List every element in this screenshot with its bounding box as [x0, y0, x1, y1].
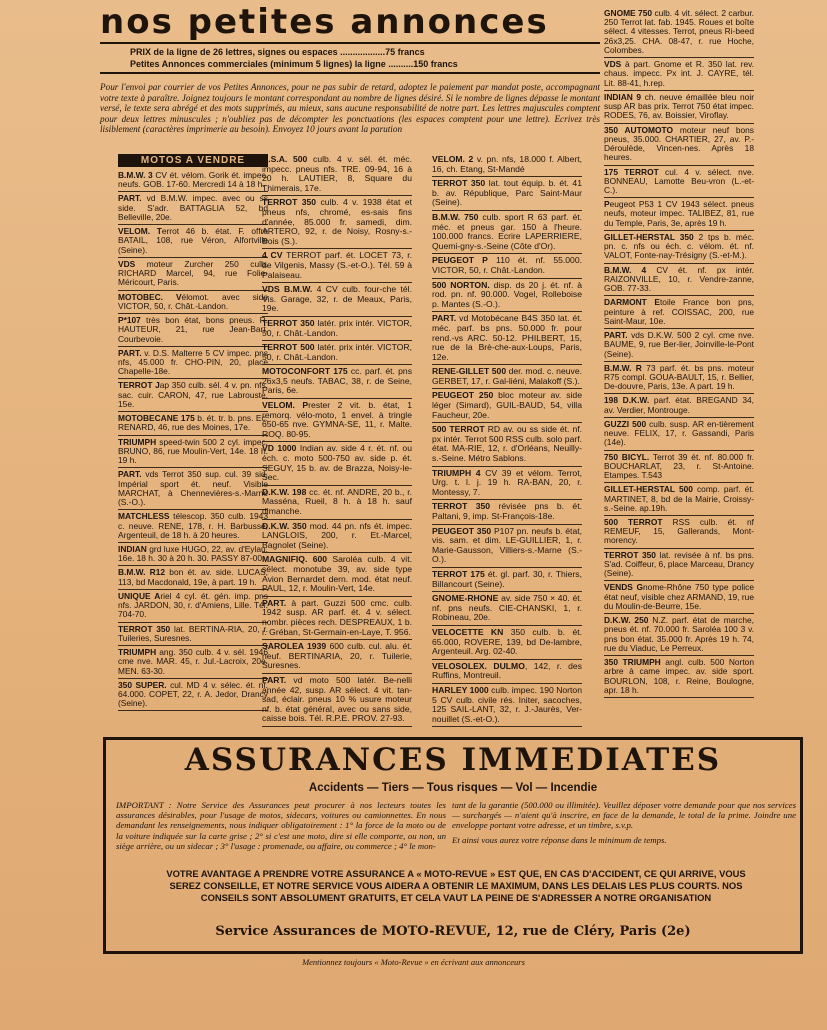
- classified-ad: SAROLEA 1939 600 culb. cul. alu. ét. neuf. BERTINARIA, 20, r. Tuilerie, Suresnes.: [262, 641, 412, 674]
- classified-ad: GNOME-RHONE av. side 750 × 40. ét. nf. pns neufs. CIE-CHANSKI, 1, r. Robineau, 20e.: [432, 593, 582, 626]
- classified-ad: TERROT 350 révisée pns b. ét. Paltani, 9, imp. St-François-18e.: [432, 501, 582, 524]
- insurance-box: [103, 737, 803, 954]
- classified-ad: 500 NORTON. disp. ds 20 j. ét. nf. à rod. pn. nf. 90.000. Vogel, Rolleboise p. Mantes (S.-O.).: [432, 280, 582, 313]
- classified-ad: TERROT 350 lat. BERTINA-RIA, 20, r. Tuileries, Suresnes.: [118, 624, 268, 646]
- classified-ad: 750 BICYL. Terrot 39 ét. nf. 80.000 fr. BOUCHARLAT, 23, r. St-Antoine. Etampes. T.543: [604, 452, 754, 484]
- classified-ad: PART. v. D.S. Malterre 5 CV impec. pns nfs, 45.000 fr. CHO-PIN, 20, place Chapelle-18e.: [118, 348, 268, 380]
- classified-ad: D.K.W. 250 N.Z. parf. état de marche, pneus ét. nf. 70.000 fr. Saroléa 100 3 v. pns bon état. 35.000 fr. Après 19 h. 74, rue du Viaduc, Le Perreux.: [604, 615, 754, 656]
- classified-ad: VELOM. Prester 2 vit. b. état, 1 remorq. vélo-moto, 1 envel. à tringle 650-65 nve. GYMNA-SE, 11, r. Malte. ROQ. 80-95.: [262, 400, 412, 442]
- insurance-advantage-text: VOTRE AVANTAGE A PRENDRE VOTRE ASSURANCE A « MOTO-REVUE » EST QUE, EN CAS D'ACCIDENT, CE QUI ARRIVE, VOUS SEREZ CONSEILLE, ET NOTRE SERVICE VOUS AIDERA A OBTENIR LE MAXIMUM, DANS LES DELAIS LES PLUS COURTS. NOS CONSEILS SONT ABSOLUMENT GRATUITS, ET CELA VAUT LA PEINE DE S'ADRESSER A NOTRE ORGANISATION: [166, 868, 746, 903]
- classified-ad: PART. vds Terrot 350 sup. cul. 39 sid. Impérial sport ét. neuf. Visible MARCHAT, à Chennevières-s.-Marne (S.-O.).: [118, 469, 268, 510]
- insurance-subtitle: Accidents — Tiers — Tous risques — Vol — Incendie: [308, 782, 598, 794]
- classified-ad: TERROT 500 latér. prix intér. VICTOR, 50, r. Chât.-Landon.: [262, 342, 412, 365]
- classified-ad: 500 TERROT RD av. ou ss side ét. nf. px intér. Terrot 500 RSS culb. solo parf. état. MA-RIE, 12, r. d'Orléans, Neuilly-s.-Seine. Métro Sablons.: [432, 424, 582, 466]
- classified-ad: TRIUMPH ang. 350 culb. 4 v. sél. 1946 cme nve. MAR. 45, r. Jul.-Lacroix, 20e. MEN. 63-30.: [118, 647, 268, 679]
- insurance-right-text-2: Et ainsi vous aurez votre réponse dans le minimum de temps.: [452, 834, 667, 845]
- section-heading: MOTOS A VENDRE: [118, 154, 268, 167]
- classified-ad: VENDS Gnome-Rhône 750 type police état neuf, visible chez ARMAND, 19, rue du Moulin-de-Beurre, 15e.: [604, 582, 754, 614]
- classified-ad: DARMONT Etoile France bon pns, peinture à ref. COISSAC, 200, rue Saint-Maur, 10e.: [604, 297, 754, 329]
- insurance-right-block: [452, 800, 796, 845]
- classified-ad: MAGNIFIQ. 600 Saroléa culb. 4 vit. sélect. monotube 39, av. side type Avion Bernardet dern. mod. état neuf. PAUL, 12, r. Moulin-Vert, 14e.: [262, 554, 412, 596]
- classified-ad: TERROT 350 latér. prix intér. VICTOR, 50, r. Chât.-Landon.: [262, 318, 412, 341]
- classified-ad: PART. vds D.K.W. 500 2 cyl. cme nve. BAUME, 9, rue Ber-lier, Joinville-le-Pont (Seine).: [604, 330, 754, 362]
- classified-ad: PART. vd B.M.W. impec. avec ou ss side. S'adr. BATTAGLIA 52, bd Belleville, 20e.: [118, 193, 268, 225]
- classified-ad: INDIAN 9 ch. neuve émaillée bleu noir susp AR bas prix. Terrot 750 état impec. RODES, 76, av. Boissier, Viroflay.: [604, 92, 754, 124]
- classified-ad: VD 1000 Indian av. side 4 r. ét. nf. ou éch. c. moto 500-750 av. side p. ét. SEGUY, 15 b. av. de Brazza, Noisy-le-Sec.: [262, 443, 412, 485]
- classified-ad: B.M.W. R12 bon ét. av. side. LUCAS, 113, bd Macdonald, 19e, à part. 19 h.: [118, 567, 268, 589]
- classified-ad: P*107 très bon état, bons pneus. R. HAUTEUR, 21, rue Jean-Bart, Courbevoie.: [118, 315, 268, 347]
- classified-ad: TERROT Jap 350 culb. sél. 4 v. pn. nfs, sac. cuir. CARON, 47, rue Labrouste, 15e.: [118, 380, 268, 412]
- classified-ad: 198 D.K.W. parf. état. BREGAND 34, av. Verdier, Montrouge.: [604, 395, 754, 417]
- insurance-title: ASSURANCES IMMEDIATES: [184, 742, 722, 778]
- classified-ad: 350 AUTOMOTO moteur neuf bons pneus, 35.000. CHARTIER, 27, av. P.-Déroulède, Vincen-nes. Après 18 heures.: [604, 125, 754, 166]
- divider: [100, 42, 600, 44]
- classified-ad: PART. vd moto 500 latér. Be-nelli année 42, susp. AR sélect. 4 vit. tan-sad, éclair. pneus 10 % usure moteur nf. b. état général, avec ou sans side, caisse bois. Tél. R.P.E. PROV. 27-93.: [262, 675, 412, 727]
- price-line-2: Petites Annonces commerciales (minimum 5 lignes) la ligne ..........150 francs: [130, 59, 458, 69]
- classified-ad: MOTOCONFORT 175 cc. parf. ét. pns 26x3,5 neufs. TABAC, 38, r. de Seine, Paris, 6e.: [262, 366, 412, 399]
- classified-ad: Peugeot P53 1 CV 1943 sélect. pneus neufs, moteur impec. TALIBEZ, 81, rue du Temple, Paris, 3e, après 19 h.: [604, 199, 754, 231]
- classified-ad: TRIUMPH 4 CV 39 et vélom. Terrot, Urg. t. l. j. 19 h. RA-BAN, 20, r. Montessy, 7.: [432, 468, 582, 501]
- ads-column-4: [604, 8, 754, 699]
- ads-column-3: [432, 154, 582, 728]
- classified-ad: D.K.W. 350 mod. 44 pn. nfs ét. impec. LANGLOIS, 200, r. Et.-Marcel, Bagnolet (Seine).: [262, 521, 412, 554]
- classified-ad: TERROT 350 lat. tout équip. b. ét. 41 b. av. République, Parc Saint-Maur (Seine).: [432, 178, 582, 211]
- classified-ad: PART. à part. Guzzi 500 cmc. culb. 1942 susp. AR parf. ét. 4 v. sélect. nombr. pièces rech. DESPREAUX, 1 b. r. Gréban, St-Germain-en-Laye, T. 956.: [262, 598, 412, 640]
- classified-ad: GNOME 750 culb. 4 vit. sélect. 2 carbur. 250 Terrot lat. fab. 1945. Roues et boîte sélect. 4 vitesses. Terrot, pneus Ri-beed 26x3,25. CHA. 08-47, r. rue Hoche, Colombes.: [604, 8, 754, 58]
- footnote: Mentionnez toujours « Moto-Revue » en écrivant aux annonceurs: [302, 957, 525, 967]
- classified-ad: MOTOBEC. Vélomot. avec side VICTOR, 50, r. Chât.-Landon.: [118, 292, 268, 314]
- classified-ad: 500 TERROT RSS culb. ét. nf REMEUF, 15, Gallerands, Mont-morency.: [604, 517, 754, 549]
- classified-ad: B.M.W. 3 CV ét. vélom. Gorik ét. impec. neufs. GOB. 17-60. Mercredi 14 à 18 h.: [118, 170, 268, 192]
- classified-ad: RENE-GILLET 500 der. mod. c. neuve. GERBET, 17, r. Gal-liéni, Malakoff (S.).: [432, 366, 582, 389]
- classified-ad: 350 SUPER. cul. MD 4 v. sélec. ét. nf. 64.000. COPET, 22, r. A. Jedor, Drancy (Seine).: [118, 680, 268, 712]
- divider: [100, 72, 600, 74]
- price-line-1: PRIX de la ligne de 26 lettres, signes ou espaces ..................75 francs: [130, 47, 425, 57]
- classified-ad: B.M.W. R 73 parf. ét. bs pns. moteur R75 compl. GOUA-BAULT, 15, r. Bellier, De-douvre, Paris, 13e. A part. 19 h.: [604, 363, 754, 395]
- classified-ad: PEUGEOT 250 bloc moteur av. side léger (Simard), GUIL-BAUD, 54, villa Faucheur, 20e.: [432, 390, 582, 423]
- page-title: nos petites annonces: [100, 2, 549, 42]
- classified-ad: VELOSOLEX. DULMO, 142, r. des Ruffins, Montreuil.: [432, 661, 582, 684]
- classified-ad: VDS B.M.W. 4 CV culb. four-che tél. Vis. Garage, 32, r. de Meaux, Paris, 19e.: [262, 284, 412, 317]
- classified-ad: PEUGEOT 350 P107 pn. neufs b. état, vis. sam. et dim. LE-GUILLIER, 1, r. Marie-Gausson, Villiers-s.-Marne (S.-O.).: [432, 526, 582, 568]
- classified-ad: B.M.W. 750 culb. sport R 63 parf. ét. méc. et pneus gar. 150 à l'heure. 100.000 francs. Ecrire LAPERRIERE, Quemi-gny-s.-Seine (Côte d'Or).: [432, 212, 582, 254]
- classified-ad: GILLET-HERSTAL 500 comp. parf. ét. MARTINET, 8, bd de la Mairie, Croissy-s.-Seine. ap.19h.: [604, 484, 754, 516]
- ads-column-1: [118, 154, 268, 712]
- classified-ad: INDIAN grd luxe HUGO, 22, av. d'Eylau, 16e. 18 h. 30 à 20 h. 30. PASSY 87-00.: [118, 544, 268, 566]
- insurance-right-text: tant de la garantie (500.000 ou illimitée). Veuillez déposer votre demande pour que nos services — surchargés — n'aient qu'à inscrire, en face de la demande, le total de la prime. Joindre une enveloppe portant votre adresse, et un timbre, s.v.p.: [452, 800, 796, 831]
- classified-ad: UNIQUE Ariel 4 cyl. ét. gén. imp. pns nfs. JARDON, 30, r. d'Amiens, Lille. Tél. 704-70.: [118, 591, 268, 623]
- classified-ad: TRIUMPH speed-twin 500 2 cyl. impec. BRUNO, 86, rue Moulin-Vert, 14e. 18 h. 19 h.: [118, 437, 268, 469]
- classified-ad: 4 CV TERROT parf. ét. LOCET 73, r. de Vilgenis, Massy (S.-et-O.). Tél. 59 à Palaiseau.: [262, 250, 412, 283]
- classified-ad: D.K.W. 198 cc. ét. nf. ANDRE, 20 b., r. Masséna, Rueil, 8 h. à 18 h. sauf dimanche.: [262, 487, 412, 520]
- classified-ad: TERROT 350 culb. 4 v. 1938 état et pneus nfs, chromé, es-sais fins d'année, 85.000 fr. samedi, dim. ARTERO, 92, r. de Noisy, Rosny-s.-Bois (S.).: [262, 197, 412, 249]
- classified-ad: VELOCETTE KN 350 culb. b. ét. 65.000, ROVERE, 139, bd De-lambre, Argenteuil. Arg. 02-40.: [432, 627, 582, 660]
- classified-ad: PART. vd Motobécane B4S 350 lat. ét. méc. parf. bs pns. 50.000 fr. pour rend.-vs ARC. 50-12. PHILBERT, 15, rue de la Brè-che-aux-Loups, Paris, 12e.: [432, 313, 582, 365]
- insurance-service-line: Service Assurances de MOTO-REVUE, 12, rue de Cléry, Paris (2e): [215, 924, 691, 939]
- classified-ad: B.S.A. 500 culb. 4 v. sél. ét. méc. impecc. pneus nfs. TRE. 09-94, 16 à 20 h. LAUTIER, 8, Square du Thimerais, 17e.: [262, 154, 412, 196]
- classified-ad: VELOM. Terrot 46 b. état. F. offre BATAIL, 108, rue Véron, Alfortville (Seine).: [118, 226, 268, 258]
- intro-paragraph: Pour l'envoi par courrier de vos Petites Annonces, pour ne pas subir de retard, adoptez le paiement par mandat poste, accompagnant votre texte à paraître. Joignez toujours le montant correspondant au nombre de lignes désiré. Si le nombre de lignes dépasse le montant versé, le texte sera abrégé et des mots supprimés, au mieux, sans aucune responsabilité de notre part. Les lettres majuscules comptent pour deux lettres minuscules ; n'oubliez pas de décompter les ponctuations (les espaces comptent pour une lettre). Ecrivez très lisiblement (caractères imprimerie au besoin). Envoyez 10 jours avant la parution: [100, 82, 600, 135]
- classified-ad: MOTOBECANE 175 b. ét. tr. b. pns. Ec. RENARD, 46, rue des Moines, 17e.: [118, 413, 268, 435]
- classified-ad: TERROT 175 ét. gl. parf. 30, r. Thiers, Billancourt (Seine).: [432, 569, 582, 592]
- classified-ad: GILLET-HERSTAL 350 2 tps b. méc. pn. c. nfs ou éch. c. vélom. ét. nf. VALOT, Fonte-nay-Trésigny (S.-et-M.).: [604, 232, 754, 264]
- classified-ad: MATCHLESS télescop. 350 culb. 1943 c. neuve. RENE, 178, r. H. Barbusse, Argenteuil, de 18 h. à 20 heures.: [118, 511, 268, 543]
- classified-ad: VELOM. 2 v. pn. nfs, 18.000 f. Albert, 16, ch. Etang, St-Mandé: [432, 154, 582, 177]
- classified-ad: B.M.W. 4 CV ét. nf. px intér. RAIZONVILLE, 10, r. Vendre-zanne, GOB. 77-33.: [604, 265, 754, 297]
- classified-ad: TERROT 350 lat. revisée à nf. bs pns. S'ad. Coiffeur, 6, place Marceau, Drancy (Seine).: [604, 550, 754, 582]
- classified-ad: PEUGEOT P 110 ét. nf. 55.000. VICTOR, 50, r. Chât.-Landon.: [432, 255, 582, 278]
- classified-ad: GUZZI 500 culb. susp. AR en-tièrement neuve. FELIX, 17, r. Gassandi, Paris (14e).: [604, 419, 754, 451]
- classified-ad: VDS à part. Gnome et R. 350 lat. rev. chaus. impecc. Px int. J. CAYRE, tél. Lit. 88-41, h.rep.: [604, 59, 754, 91]
- classified-ad: 350 TRIUMPH angl. culb. 500 Norton arbre à came impec. av. side sport. BOURLON, 108, r. Reine, Boulogne, apr. 18 h.: [604, 657, 754, 698]
- classified-ad: HARLEY 1000 culb. impec. 190 Norton 5 CV culb. civile rés. Initer, sacoches, 125 SAIL-LANT, 32, r. J.-Jaurès, Ver-nouillet (S.-et-O.).: [432, 685, 582, 727]
- insurance-left-text: IMPORTANT : Notre Service des Assurances peut procurer à nos lecteurs toutes les assurances désirables, pour l'usage de motos, sidecars, voitures ou camionnettes. En nous demandant les renseignements, nous indiquer obligatoirement : 1° la force de la moto ou de la voiture indiquée sur la carte grise ; 2° si c'est une moto, dire si elle comporte, ou non, un siège arrière, ou un sidecar ; 3° l'usage : promenade, ou affaire, ou commerce ; 4° le mon-: [116, 800, 446, 851]
- ads-column-2: [262, 154, 412, 728]
- classified-ad: VDS moteur Zurcher 250 culb. RICHARD Marcel, 94, rue Folie-Méricourt, Paris.: [118, 259, 268, 291]
- classified-ad: 175 TERROT cul. 4 v. sélect. nve. BONNEAU, Lamotte Beu-vron (L.-et-C.).: [604, 167, 754, 199]
